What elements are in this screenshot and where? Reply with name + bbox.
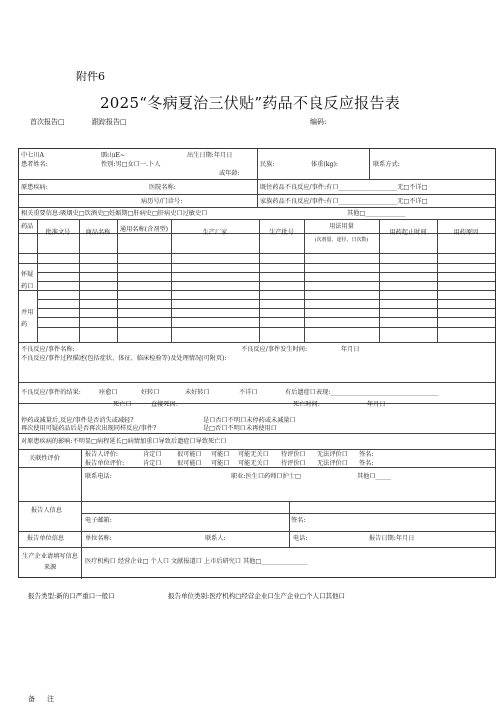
concomitant-drug-label: 并用药 — [21, 309, 34, 328]
weight-field[interactable]: 体重(kg): — [311, 161, 338, 168]
reporter-phone-field[interactable]: 联系电话: — [85, 473, 112, 480]
event-date-field[interactable]: 年月日 — [341, 346, 360, 353]
result-sequelae-field[interactable]: 有后遗症口表现:___________________________________ — [285, 389, 439, 396]
drug-column-header: 药品 — [21, 223, 34, 230]
unit-name-field[interactable]: 单位名称: — [85, 535, 112, 542]
record-no-field[interactable]: 病历号/门诊号: — [141, 198, 183, 205]
reporter-eval-option-2[interactable]: 很可能口 — [177, 451, 202, 458]
reporter-signature[interactable]: 签名: — [359, 451, 374, 458]
dechallenge-question: 停药或减量后,反应/事件是否消失或减轻? — [21, 417, 134, 424]
follow-report-checkbox[interactable]: 跟踪报告□ — [92, 118, 127, 126]
unit-info-label: 报告单位信息 — [27, 535, 65, 542]
result-not-improved-checkbox[interactable]: 未好转口 — [185, 389, 210, 396]
result-cured-checkbox[interactable]: 痊愈口 — [99, 389, 118, 396]
unit-eval-option-6[interactable]: 无法评价口 — [317, 460, 348, 467]
first-report-checkbox[interactable]: 首次报告□ — [30, 118, 65, 126]
event-time-field[interactable]: 不良反应/事件发生时间: — [241, 346, 308, 353]
evaluation-label: 关联性评价 — [29, 455, 60, 462]
result-improved-checkbox[interactable]: 好转口 — [141, 389, 160, 396]
adr-report-form — [18, 148, 496, 578]
history-field[interactable]: 相关重要信息:吸烟史□饮酒史□妊娠期□肝病史□肝病史口过敏史口 — [21, 210, 208, 217]
dechallenge-options[interactable]: 是口否口不明口未停药或未减量口 — [203, 417, 296, 424]
contact-field[interactable]: 联系方式: — [373, 161, 400, 168]
reporter-info-label: 报告人信息 — [31, 507, 62, 514]
unit-contact-field[interactable]: 联系人: — [205, 535, 226, 542]
attachment-label: 附件6 — [76, 70, 105, 83]
event-process-field[interactable]: 不良反应/事件过程描述(包括症状、体征、临床检验等)及处理情况(可附页): — [21, 355, 227, 362]
reporter-evaluation-label: 报告人评价: — [85, 451, 119, 458]
remark-label: 备注 — [28, 695, 66, 703]
maker-header: 生产厂家 — [202, 229, 228, 236]
period-header: 用药起止时间 — [389, 229, 427, 236]
reporter-eval-option-6[interactable]: 无法评价口 — [317, 451, 348, 458]
gender-field[interactable]: 性别:男□女口一.卜人 — [101, 161, 161, 168]
approval-no-header: 批准文号 — [45, 229, 71, 236]
unit-phone-field[interactable]: 电话: — [293, 535, 308, 542]
report-date-field[interactable]: 报告日期:年月日 — [369, 535, 415, 542]
patient-field-b: 聑山ıE~ — [101, 152, 126, 159]
generic-name-header: 通用名称(含剂型) — [119, 226, 169, 233]
death-cause-field[interactable]: 直接死因: — [151, 401, 178, 408]
unit-eval-option-1[interactable]: 肯定口 — [143, 460, 162, 467]
unit-eval-option-4[interactable]: 可能无关口 — [238, 460, 269, 467]
patient-field-a: 中七川A — [21, 152, 45, 159]
unit-evaluation-label: 报告单位评价: — [85, 460, 125, 467]
birth-date-field[interactable]: 出生日期:年月日 — [187, 152, 233, 159]
reporter-eval-option-1[interactable]: 肯定口 — [143, 451, 162, 458]
reporter-eval-option-5[interactable]: 待评价口 — [281, 451, 306, 458]
reason-header: 用药原因 — [453, 229, 479, 236]
code-label: 编码: — [310, 118, 327, 126]
unit-signature[interactable]: 签名: — [359, 460, 374, 467]
batch-header: 生产批号 — [269, 229, 294, 236]
unit-type-field[interactable]: 报告单位类别:医疗机构□经营企业口生产企业□个人口其他口 — [168, 592, 345, 600]
reporter-eval-option-3[interactable]: 可能口 — [211, 451, 230, 458]
usage-subheader: (次剂量、途径、日次数) — [314, 237, 369, 243]
unit-eval-option-3[interactable]: 可能口 — [211, 460, 230, 467]
suspect-drug-label: 怀疑药口 — [21, 271, 34, 290]
report-type-field[interactable]: 报告类型:新的口严重口一般口 — [28, 592, 115, 600]
rechallenge-options[interactable]: 是□否口不明口未再使用口 — [203, 425, 277, 432]
age-field[interactable]: 或年龄: — [219, 170, 240, 177]
disease-impact-field[interactable]: 对原患疾病的影响:不明显□病程延长□病情加重口导致后遗症口导致死亡口 — [21, 438, 227, 445]
past-adr-field[interactable]: 既往药品不良反应/事件:有口___________________无□不详□ — [260, 184, 428, 191]
result-unknown-checkbox[interactable]: 不详口 — [239, 389, 258, 396]
rechallenge-question: 再次使用可疑药品后是否再次出现同样反应/事件? — [21, 425, 157, 432]
form-title: 2025“冬病夏治三伏贴”药品不良反应报告表 — [99, 94, 401, 112]
history-other-field[interactable]: 其他□_____________ — [347, 210, 406, 217]
reporter-eval-option-4[interactable]: 可能无关口 — [238, 451, 269, 458]
reporter-email-field[interactable]: 电子邮箱: — [85, 517, 112, 524]
reporter-job-other-field[interactable]: 其他口_____ — [357, 473, 392, 480]
event-name-field[interactable]: 不良反应/事件名称: — [21, 346, 75, 353]
unit-eval-option-2[interactable]: 很可能口 — [177, 460, 202, 467]
source-options[interactable]: 医疗机构口 经营企业□ 个人口 文献报道口 上市后研究口 其他□_______________ — [85, 558, 308, 565]
patient-name-field[interactable]: 患者姓名: — [21, 161, 48, 168]
ethnicity-field[interactable]: 民族: — [260, 161, 275, 168]
unit-eval-option-5[interactable]: 待评价口 — [281, 460, 306, 467]
family-adr-field[interactable]: 家族药品不良反应/事件:有口___________________无□不详□ — [260, 198, 428, 205]
death-date-field[interactable]: 年月日 — [367, 401, 386, 408]
reporter-sign-field[interactable]: 签名: — [291, 517, 306, 524]
death-time-field[interactable]: 死亡时间: — [293, 401, 320, 408]
reporter-job-field[interactable]: 职业:医生口药师口护士□ — [231, 473, 301, 480]
result-death-checkbox[interactable]: 死亡口 — [113, 401, 132, 408]
result-label: 不良反应/事件的结果: — [21, 389, 81, 396]
usage-header: 用法用量 — [329, 223, 354, 230]
disease-field[interactable]: 原患疾病: — [21, 184, 48, 191]
hospital-field[interactable]: 医院名称: — [149, 184, 176, 191]
source-label: 生产企业请填写信息来源 — [22, 553, 78, 571]
product-name-header: 商品名称 — [85, 229, 111, 236]
